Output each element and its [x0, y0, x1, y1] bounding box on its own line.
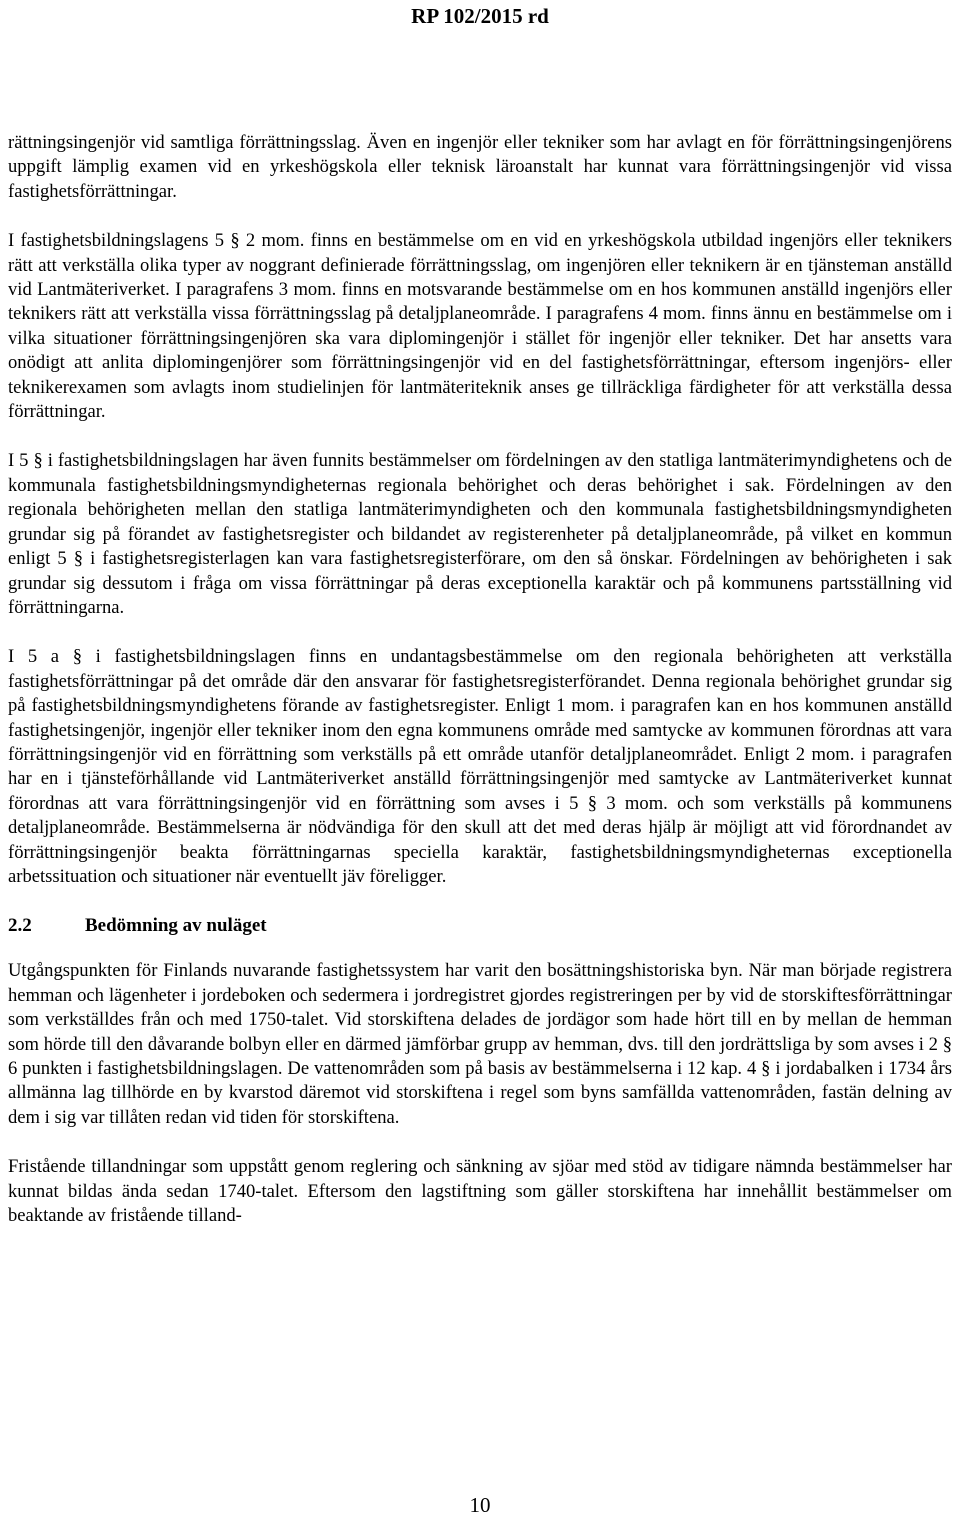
paragraph-5: Utgångspunkten för Finlands nuvarande fastighetssystem har varit den bosättningshistoriska byn. När man började registrera hemman och lägenheter i jordeboken och sedermera i jordregistret gjordes registreringen per by vid de storskiftesförrättningar som verkställdes från och med 1750-talet. Vid storskiftena delades de jordägor som hade hört till en by mellan de hemman som hörde till den dåvarande bolbyn eller en därmed jämförbar grupp av hemman, dvs. till den jordrättsliga by som avses i 2 § 6 punkten i fastighetsbildningslagen. De vattenområden som på basis av bestämmelserna i 12 kap. 4 § i jordabalken i 1734 års allmänna lag tillhörde en by kvarstod däremot vid storskiftena i regel som byns samfällda vattenområden, fastän delning av dem i sig var tillåten redan vid tiden för storskiftena.: [8, 960, 952, 1128]
paragraph-3: I 5 § i fastighetsbildningslagen har även funnits bestämmelser om fördelningen av den statliga lantmäterimyndighetens och de kommunala fastighetsbildningsmyndigheternas regionala behörighet och deras behörighet i sak. Fördelningen av den regionala behörigheten mellan den statliga lantmäterimyndigheten och den kommunala fastighetsbildningsmyndigheten grundar sig på förandet av fastighetsregister och bildandet av registerenheter på detaljplaneområde, på vilket en kommun enligt 5 § i fastighetsregisterlagen kan vara fastighetsregisterförare, om den så önskar. Fördelningen av behörigheten i sak grundar sig dessutom i fråga om vissa förrättningar på deras exceptionella karaktär och på kommunens partsställning vid förrättningarna.: [8, 450, 952, 618]
document-header: RP 102/2015 rd: [411, 4, 549, 28]
section-number: 2.2: [8, 915, 32, 937]
section-title: Bedömning av nuläget: [85, 915, 267, 937]
paragraph-spacer: [8, 1130, 952, 1155]
paragraph-spacer: [8, 620, 952, 645]
paragraph-spacer: [8, 424, 952, 449]
paragraph-spacer: [8, 889, 952, 914]
document-body: [8, 131, 952, 1228]
section-heading: [8, 914, 952, 938]
heading-spacer: [8, 938, 952, 959]
page-number: 10: [469, 1493, 491, 1517]
paragraph-1: rättningsingenjör vid samtliga förrättningsslag. Även en ingenjör eller tekniker som har avlagt en för förrättningsingenjörens uppgift lämplig examen vid en yrkeshögskola eller teknisk läroanstalt har kunnat vara förrättningsingenjör vid vissa fastighetsförrättningar.: [8, 132, 952, 202]
paragraph-4: I 5 a § i fastighetsbildningslagen finns en undantagsbestämmelse om den regionala behörigheten att verkställa fastighetsförrättningar på det område där den ansvarar för fastighetsregisterförandet. Denna regionala behörighet grundar sig på fastighetsbildningsmyndighetens förande av fastighetsregister. Enligt 1 mom. i paragrafen kan en hos kommunen anställd fastighetsingenjör, ingenjör eller tekniker inom den egna kommunens område med samtycke av kommunen förordnas att vara förrättningsingenjör vid en förrättning som verkställs på ett område utanför detaljplaneområdet. Enligt 2 mom. i paragrafen har en i tjänsteförhållande vid Lantmäteriverket anställd förrättningsingenjör med samtycke av Lantmäteriverket kunnat förordnas att vara förrättningsingenjör vid en förrättning som avses i 5 § 3 mom. och som verkställs på kommunens detaljplaneområde. Bestämmelserna är nödvändiga för den skull att det med deras hjälp är möjligt att vid förordnandet av förrättningsingenjör beakta förrättningarnas speciella karaktär, fastighetsbildningsmyndigheternas exceptionella arbetssituation och situationer när eventuellt jäv föreligger.: [8, 646, 952, 887]
paragraph-6: Fristående tillandningar som uppstått genom reglering och sänkning av sjöar med stöd av tidigare nämnda bestämmelser har kunnat bildas ända sedan 1740-talet. Eftersom den lagstiftning som gäller storskiftena har innehållit bestämmelser om beaktande av fristående tilland-: [8, 1156, 952, 1227]
paragraph-2: I fastighetsbildningslagens 5 § 2 mom. finns en bestämmelse om en vid en yrkeshögskola utbildad ingenjörs eller teknikers rätt att verkställa olika typer av noggrant definierade förrättningsslag, om ingenjören eller teknikern är en tjänsteman anställd vid Lantmäteriverket. I paragrafens 3 mom. finns en motsvarande bestämmelse om en hos kommunen anställd ingenjörs eller teknikers rätt att verkställa vissa förrättningsslag på detaljplaneområde. I paragrafens 4 mom. finns ännu en bestämmelse om i vilka situationer förrättningsingenjören ska vara diplomingenjör i stället för ingenjör eller tekniker. Det har ansetts vara onödigt att anlita diplomingenjörer som förrättningsingenjör vid en del fastighetsförrättningar, eftersom ingenjörs- eller teknikerexamen som avlagts inom studielinjen för lantmäteriteknik anses ge tillräckliga färdigheter för att verkställa dessa förrättningar.: [8, 230, 952, 423]
paragraph-spacer: [8, 204, 952, 229]
